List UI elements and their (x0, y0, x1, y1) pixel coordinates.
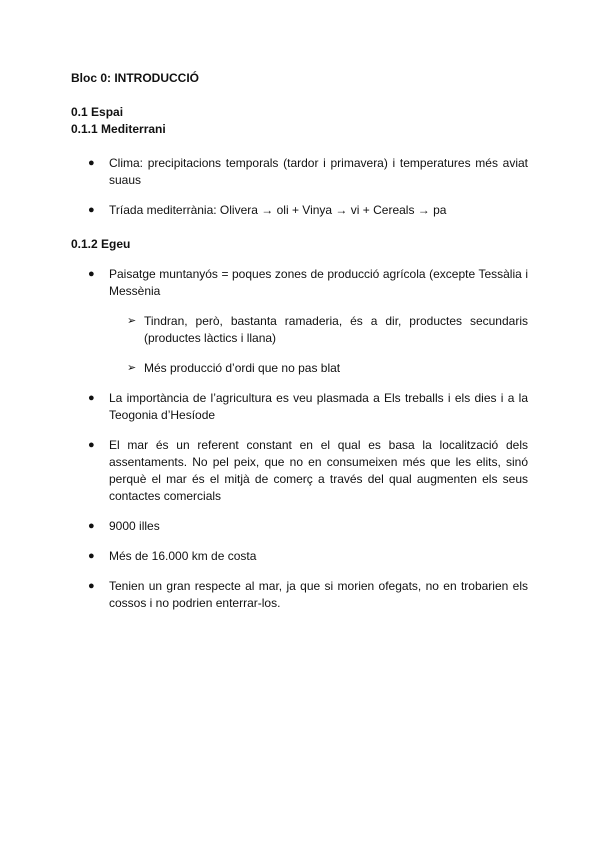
section-heading-espai: 0.1 Espai (71, 105, 124, 119)
document-title: Bloc 0: INTRODUCCIÓ (71, 71, 200, 85)
arrow-bullet-icon: ➢ (127, 362, 137, 374)
list-item-text: Tríada mediterrània: Olivera → oli + Vinya → vi + Cereals → pa (109, 203, 447, 217)
list-item-text: Tenien un gran respecte al mar, ja que si morien ofegats, no en trobarien els cossos i no podrien enterrar-los. (109, 579, 528, 610)
bullet-icon: ● (88, 580, 95, 592)
bullet-icon: ● (88, 550, 95, 562)
list-item-text: Més de 16.000 km de costa (109, 549, 257, 563)
list-item (71, 155, 528, 189)
list-item (71, 578, 528, 612)
subsection-heading-mediterrani: 0.1.1 Mediterrani (71, 122, 166, 136)
list-item (71, 390, 528, 424)
list-item (71, 437, 528, 505)
bullet-icon: ● (88, 268, 95, 280)
subsection-heading-egeu: 0.1.2 Egeu (71, 237, 131, 251)
list-item-text: El mar és un referent constant en el qual es basa la localització dels assentaments. No pel peix, que no en consumeixen més que les elits, sinó perquè el mar és el mitjà de comerç a través del qual augmenten els seus contactes comercials (109, 438, 528, 503)
sublist-item-text: Més producció d’ordi que no pas blat (144, 361, 341, 375)
egeu-list (71, 266, 528, 612)
sublist-item-text: Tindran, però, bastanta ramaderia, és a dir, productes secundaris (productes làctics i llana) (144, 314, 528, 345)
list-item (71, 202, 528, 219)
list-item (71, 548, 528, 565)
bullet-icon: ● (88, 157, 95, 169)
egeu-sublist (109, 313, 528, 377)
list-item-text: 9000 illes (109, 519, 160, 533)
arrow-bullet-icon: ➢ (127, 315, 137, 327)
list-item-text: Paisatge muntanyós = poques zones de producció agrícola (excepte Tessàlia i Messènia (109, 267, 528, 298)
mediterrani-list (71, 155, 528, 219)
list-item-text: Clima: precipitacions temporals (tardor i primavera) i temperatures més aviat suaus (109, 156, 528, 187)
list-item-text: La importància de l’agricultura es veu plasmada a Els treballs i els dies i a la Teogonia d’Hesíode (109, 391, 528, 422)
bullet-icon: ● (88, 204, 95, 216)
sublist-item (71, 313, 528, 347)
list-item (71, 518, 528, 535)
sublist-item (71, 360, 528, 377)
list-item (71, 266, 528, 377)
document-page (71, 70, 528, 625)
bullet-icon: ● (88, 439, 95, 451)
bullet-icon: ● (88, 520, 95, 532)
bullet-icon: ● (88, 392, 95, 404)
